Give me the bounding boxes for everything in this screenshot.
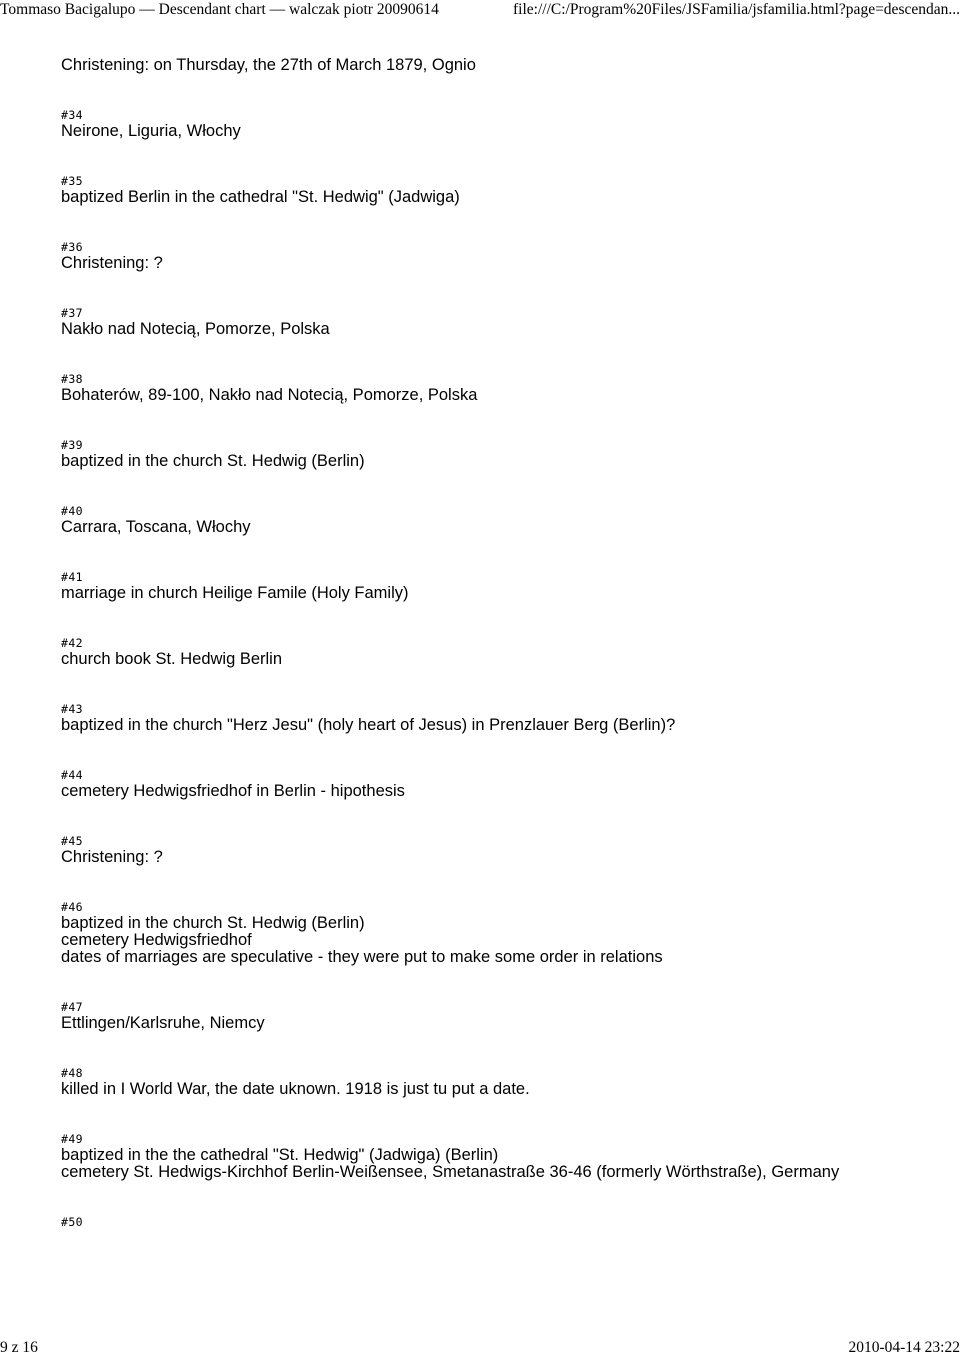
intro-line: Christening: on Thursday, the 27th of March 1879, Ognio	[61, 56, 476, 74]
note-number: #49	[61, 1132, 83, 1146]
note-text: cemetery Hedwigsfriedhof	[61, 931, 252, 949]
print-footer	[0, 1339, 960, 1357]
note-number: #34	[61, 108, 83, 122]
note-number: #47	[61, 1000, 83, 1014]
note-number: #38	[61, 372, 83, 386]
note-text: Christening: ?	[61, 254, 163, 272]
note-block	[61, 1133, 941, 1181]
document-title: Tommaso Bacigalupo — Descendant chart — walczak piotr 20090614	[0, 1, 439, 18]
note-number: #36	[61, 240, 83, 254]
note-number: #39	[61, 438, 83, 452]
note-number: #40	[61, 504, 83, 518]
note-number: #48	[61, 1066, 83, 1080]
note-block	[61, 571, 941, 602]
note-text: church book St. Hedwig Berlin	[61, 650, 283, 668]
notes-list	[61, 109, 941, 1230]
note-block	[61, 769, 941, 800]
note-number: #42	[61, 636, 83, 650]
note-block	[61, 835, 941, 866]
note-block	[61, 109, 941, 140]
note-text: marriage in church Heilige Famile (Holy Family)	[61, 584, 409, 602]
note-block	[61, 307, 941, 338]
note-text: Neirone, Liguria, Włochy	[61, 122, 241, 140]
note-text: cemetery Hedwigsfriedhof in Berlin - hipothesis	[61, 782, 405, 800]
note-number: #35	[61, 174, 83, 188]
print-header	[0, 0, 960, 22]
note-text: baptized in the the cathedral "St. Hedwig" (Jadwiga) (Berlin)	[61, 1146, 499, 1164]
note-block	[61, 901, 941, 966]
page-number: 9 z 16	[0, 1339, 38, 1356]
note-text: Nakło nad Notecią, Pomorze, Polska	[61, 320, 330, 338]
note-number: #46	[61, 900, 83, 914]
note-block	[61, 1216, 941, 1230]
note-number: #45	[61, 834, 83, 848]
note-text: cemetery St. Hedwigs-Kirchhof Berlin-Weißensee, Smetanastraße 36-46 (formerly Wörthstraße), Germany	[61, 1163, 840, 1181]
note-text: dates of marriages are speculative - they were put to make some order in relations	[61, 948, 663, 966]
note-number: #37	[61, 306, 83, 320]
note-block	[61, 175, 941, 206]
note-number: #50	[61, 1215, 83, 1229]
note-block	[61, 1001, 941, 1032]
note-text: Bohaterów, 89-100, Nakło nad Notecią, Pomorze, Polska	[61, 386, 478, 404]
note-block	[61, 1067, 941, 1098]
note-text: Ettlingen/Karlsruhe, Niemcy	[61, 1014, 265, 1032]
note-text: baptized in the church St. Hedwig (Berlin)	[61, 914, 365, 932]
note-block	[61, 439, 941, 470]
note-block	[61, 703, 941, 734]
notes-content	[61, 57, 941, 1265]
note-text: baptized in the church "Herz Jesu" (holy heart of Jesus) in Prenzlauer Berg (Berlin)?	[61, 716, 676, 734]
document-url: file:///C:/Program%20Files/JSFamilia/jsfamilia.html?page=descendan...	[513, 1, 960, 18]
note-text: Carrara, Toscana, Włochy	[61, 518, 251, 536]
note-block	[61, 505, 941, 536]
print-datetime: 2010-04-14 23:22	[848, 1339, 960, 1356]
note-number: #43	[61, 702, 83, 716]
note-text: baptized in the church St. Hedwig (Berlin)	[61, 452, 365, 470]
note-text: killed in I World War, the date uknown. 1918 is just tu put a date.	[61, 1080, 530, 1098]
note-text: baptized Berlin in the cathedral "St. Hedwig" (Jadwiga)	[61, 188, 460, 206]
note-block	[61, 373, 941, 404]
note-text: Christening: ?	[61, 848, 163, 866]
note-block	[61, 241, 941, 272]
note-number: #44	[61, 768, 83, 782]
note-block	[61, 637, 941, 668]
note-number: #41	[61, 570, 83, 584]
